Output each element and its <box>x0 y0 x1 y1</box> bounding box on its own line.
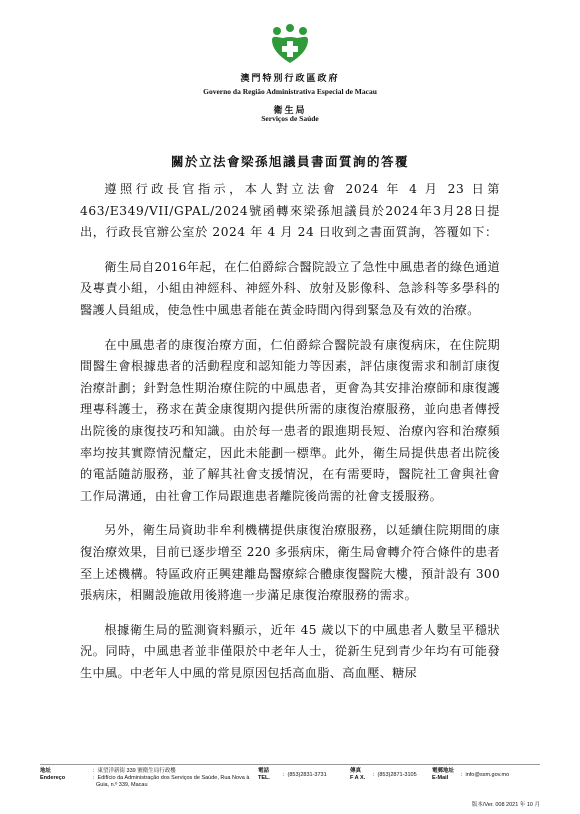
tel-label-pt: TEL. <box>258 775 270 781</box>
document-title: 關於立法會梁孫旭議員書面質詢的答覆 <box>170 154 409 169</box>
footer-email-label <box>432 768 454 782</box>
paragraph-3: 在中風患者的康復治療方面，仁伯爵綜合醫院設有康復病床，在住院期間醫生會根據患者的活動程度和認知能力等因素，評估康復需求和制訂康復治療計劃；針對急性期治療住院的中風患者，更會為其安排治療師和康復護理專科護士，務求在黃金康復期內提供所需的康復治療服務，並向患者傳授出院後的康復技巧和知識。由於每一患者的跟進期長短、治療內容和治療頻率均按其實際情況釐定，因此未能劃一標準。此外，衛生局提供患者出院後的電話隨訪服務，並了解其社會支援情況，在有需要時，醫院社工會與社會工作局溝通，由社會工作局跟進患者離院後尚需的社會支援服務。 <box>80 337 500 503</box>
footer-fax: ：(853)2871-3105 <box>372 772 417 778</box>
health-services-logo <box>268 24 312 64</box>
address-label-zh: 地址 <box>40 768 52 774</box>
footer-divider <box>40 764 540 765</box>
department-name-pt: Serviços de Saúde <box>261 114 319 123</box>
government-name-zh: 澳門特別行政區政府 <box>240 74 340 84</box>
document-version: 版本/Ver. 008 2021 年 10 月 <box>471 802 540 808</box>
fax-label-zh: 傳真 <box>350 768 362 774</box>
address-label-pt: Endereço <box>40 775 66 781</box>
footer-tel-label <box>258 768 270 782</box>
paragraph-5: 根據衛生局的監測資料顯示，近年 45 歲以下的中風患者人數呈平穩狀況。同時，中風患者並非僅限於中老年人士，從新生兒到青少年均有可能發生中風。中老年人中風的常見原因包括高血脂、高血壓、糖尿 <box>80 622 500 680</box>
email-label-pt: E-Mail <box>432 775 449 781</box>
footer-tel: ：(853)2831-3731 <box>282 772 327 778</box>
footer-email: ：info@ssm.gov.mo <box>460 772 510 778</box>
tel-label-zh: 電話 <box>258 768 270 774</box>
footer-address <box>92 768 249 789</box>
email-label-zh: 電郵地址 <box>432 768 455 774</box>
paragraph-1: 遵照行政長官指示，本人對立法會 2024 年 4 月 23 日第 463/E349/VII/GPAL/2024號函轉來梁孫旭議員於2024年3月28日提出，行政長官辦公室於 2024 年 4 月 24 日收到之書面質詢，答覆如下： <box>80 182 500 240</box>
paragraph-2: 衛生局自2016年起，在仁伯爵綜合醫院設立了急性中風患者的綠色通道及專責小組，小組由神經科、神經外科、放射及影像科、急診科等多學科的醫護人員組成，使急性中風患者能在黃金時間內得到緊急及有效的治療。 <box>80 259 500 317</box>
document-body <box>80 179 500 764</box>
paragraph-4: 另外，衛生局資助非牟利機構提供康復治療服務，以延續住院期間的康復治療效果，目前已逐步增至 220 多張病床，衛生局會轉介符合條件的患者至上述機構。特區政府正興建離島醫療綜合體康復醫院大樓，預計設有 300 張病床，相關設施啟用後將進一步滿足康復治療服務的需求。 <box>80 523 500 603</box>
address-pt-line2: Guia, n.º 339, Macau <box>96 782 148 788</box>
footer-fax-label <box>350 768 365 782</box>
footer-address-label <box>40 768 65 782</box>
department-name-zh: 衛生局 <box>273 106 307 116</box>
address-zh: ：東望洋新街 339 號衛生局行政樓 <box>92 768 176 774</box>
fax-label-pt: F A X. <box>350 775 366 781</box>
government-name-pt: Governo da Região Administrativa Especial de Macau <box>203 87 377 96</box>
address-pt-line1: ：Edifício da Administração dos Serviços de Saúde, Rua Nova à <box>92 775 250 781</box>
